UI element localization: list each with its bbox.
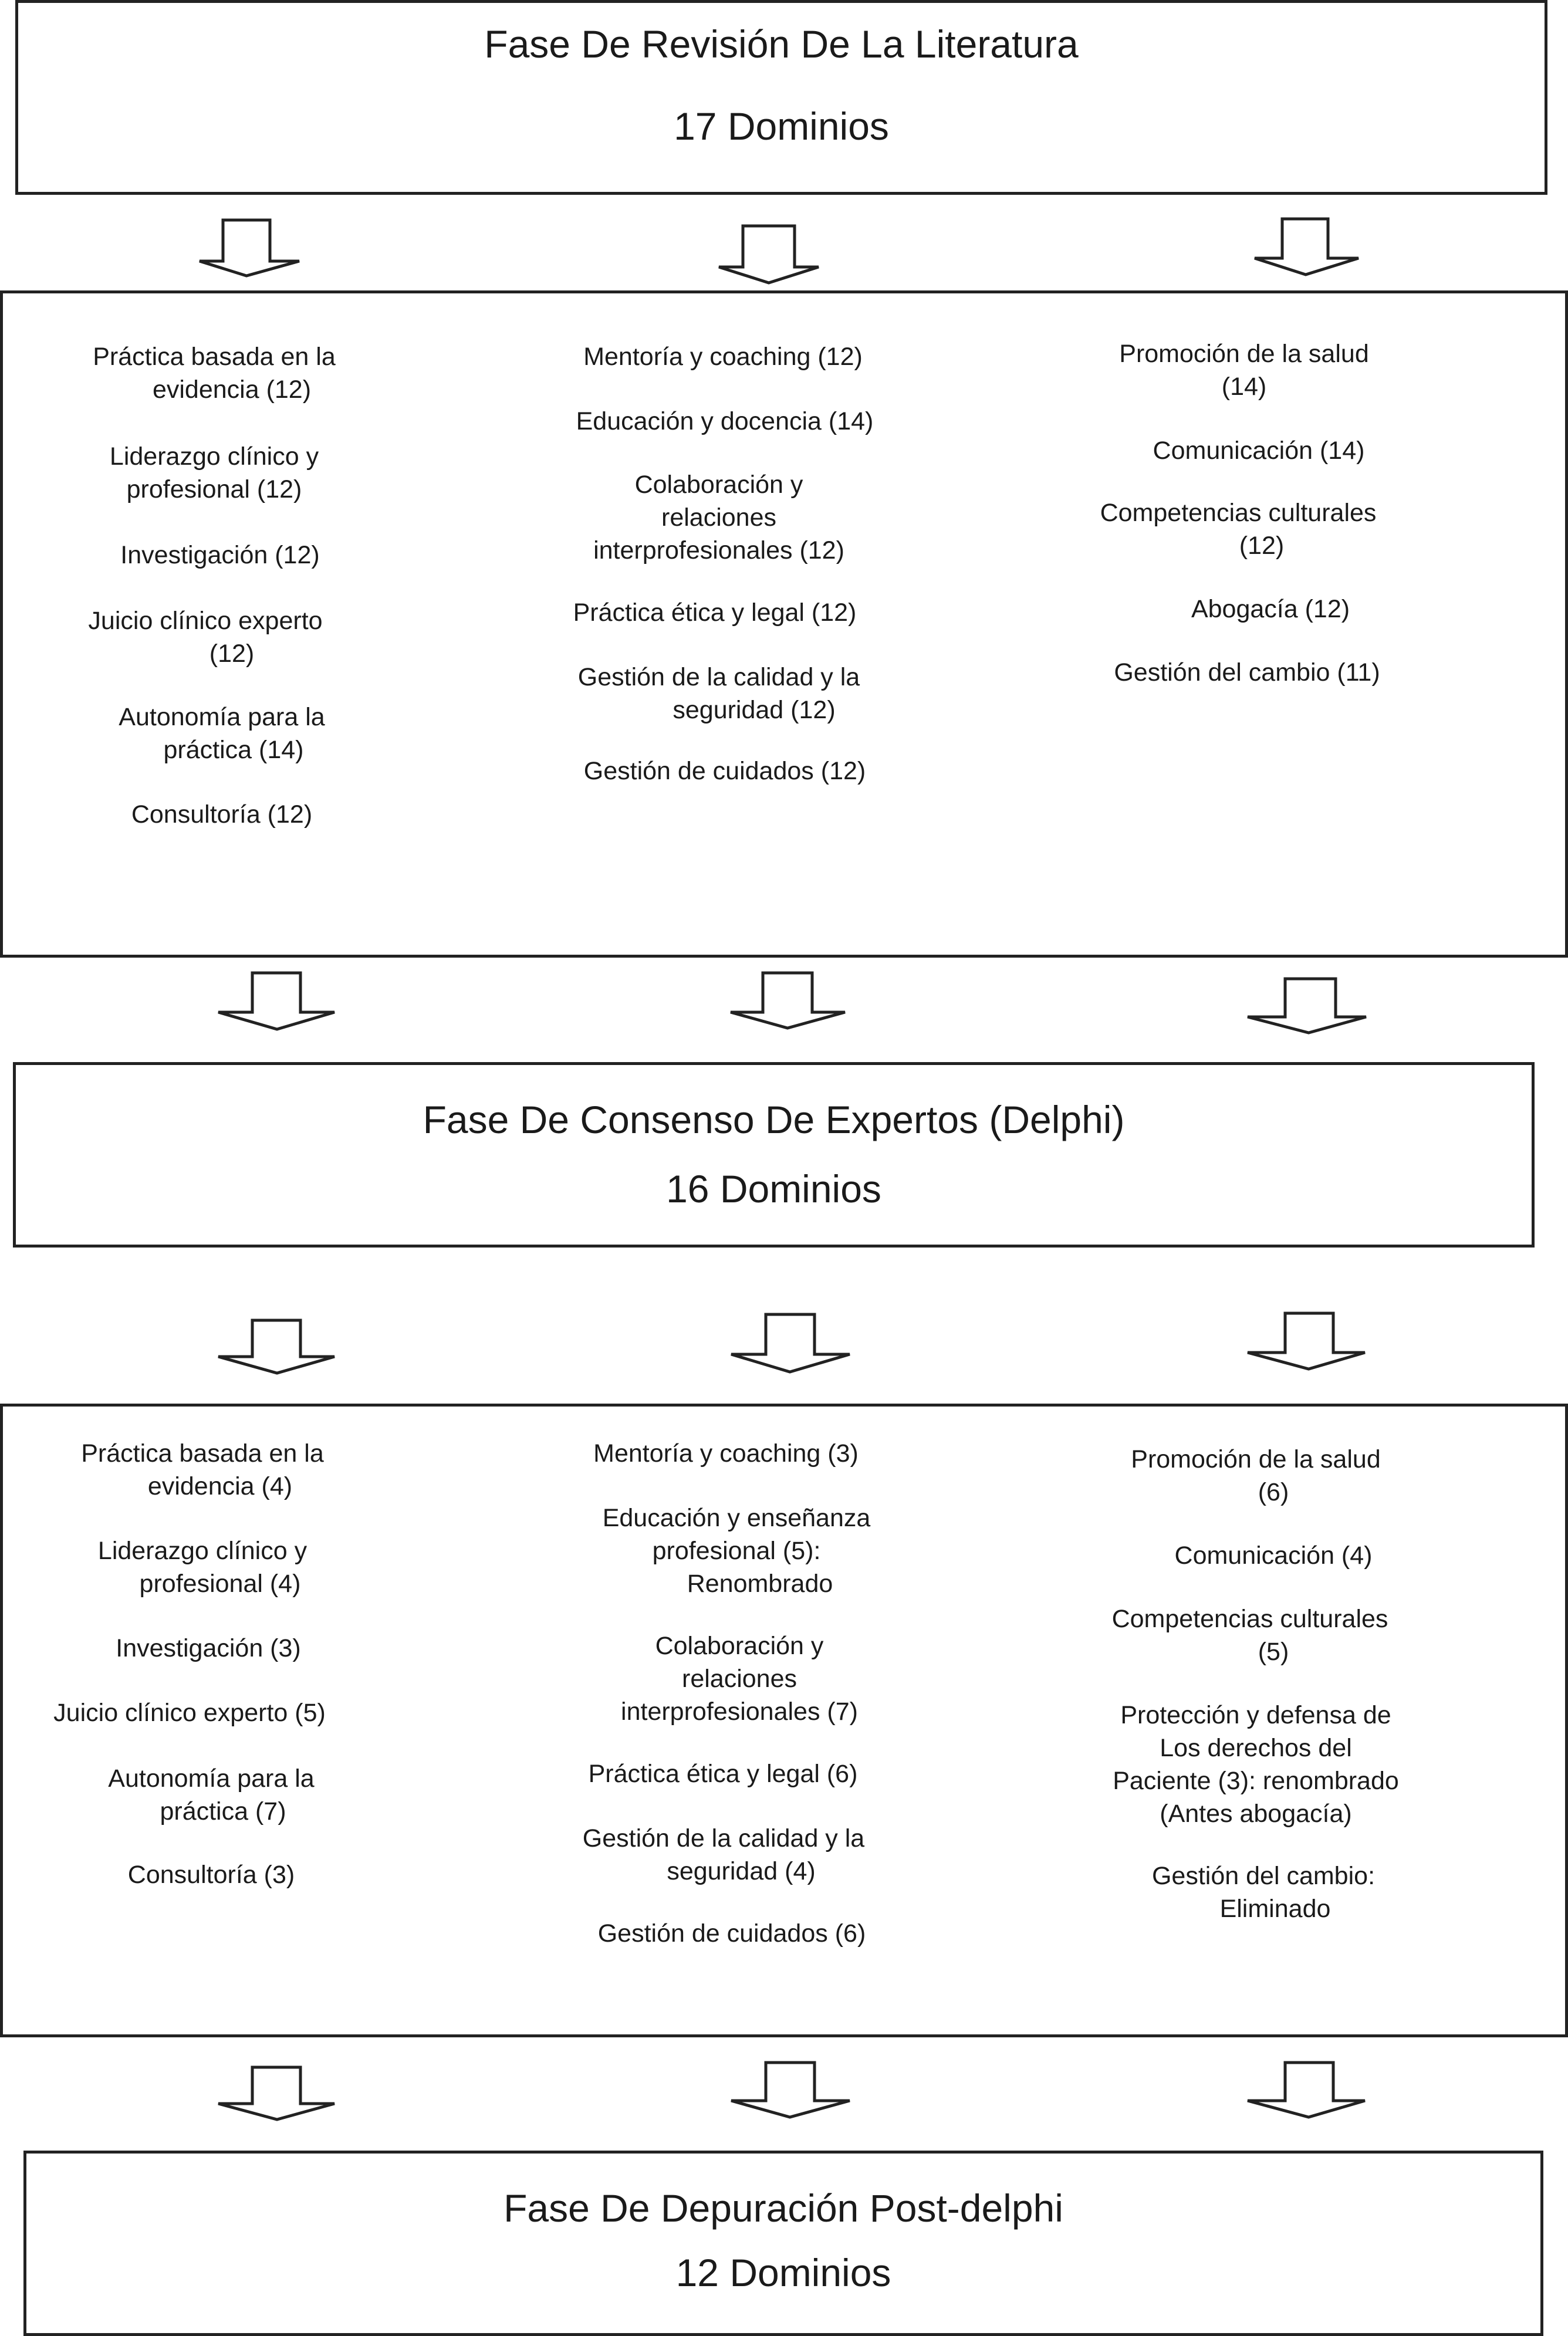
domain-item: Gestión del cambio: Eliminado — [1151, 1862, 1376, 1923]
domain-item: Mentoría y coaching (3) — [593, 1439, 859, 1468]
domain-item: Competencias culturales (12) — [1100, 499, 1377, 560]
down-arrow-icon — [1255, 219, 1359, 275]
domain-item: Comunicación (14) — [1153, 437, 1365, 465]
domain-item: Promoción de la salud (14) — [1119, 340, 1369, 401]
phase-title: Fase De Revisión De La Literatura — [484, 22, 1079, 66]
domain-item: Autonomía para la práctica (7) — [108, 1764, 315, 1825]
domain-item: Comunicación (4) — [1174, 1541, 1373, 1570]
down-arrow-icon — [200, 220, 299, 276]
domain-item: Colaboración y relaciones interprofesionales (7) — [621, 1632, 858, 1726]
domain-item: Gestión de cuidados (6) — [597, 1919, 866, 1948]
domain-item: Liderazgo clínico y profesional (4) — [97, 1537, 307, 1598]
domain-item: Investigación (3) — [116, 1634, 301, 1662]
domain-item: Consultoría (12) — [131, 800, 313, 829]
phase-title: Fase De Consenso De Expertos (Delphi) — [423, 1098, 1125, 1141]
domain-item: Promoción de la salud (6) — [1131, 1445, 1381, 1506]
phase-title: Fase De Depuración Post-delphi — [503, 2186, 1063, 2230]
domain-item: Gestión del cambio (11) — [1114, 658, 1380, 687]
domain-item: Práctica basada en la evidencia (12) — [93, 343, 336, 404]
domain-item: Competencias culturales (5) — [1111, 1605, 1388, 1666]
down-arrow-icon — [1248, 1313, 1365, 1369]
phase-domain-count: 17 Dominios — [674, 104, 889, 148]
domain-item: Mentoría y coaching (12) — [583, 343, 863, 371]
domain-item: Liderazgo clínico y profesional (12) — [109, 442, 319, 503]
domain-item: Educación y enseñanza profesional (5): Renombrado — [602, 1504, 871, 1598]
domain-item: Práctica ética y legal (12) — [573, 599, 857, 627]
down-arrow-icon — [731, 1314, 850, 1372]
domain-item: Gestión de la calidad y la seguridad (4) — [582, 1824, 865, 1885]
down-arrow-icon — [1248, 979, 1366, 1033]
domain-item: Educación y docencia (14) — [576, 407, 874, 435]
phase-domain-count: 12 Dominios — [675, 2251, 891, 2294]
domain-item: Colaboración y relaciones interprofesionales (12) — [593, 471, 844, 564]
down-arrow-icon — [1248, 2063, 1365, 2117]
domain-item: Juicio clínico experto (12) — [88, 607, 323, 668]
domain-item: Gestión de la calidad y la seguridad (12) — [577, 663, 860, 724]
domain-item: Gestión de cuidados (12) — [583, 757, 866, 785]
down-arrow-icon — [731, 973, 845, 1028]
down-arrow-icon — [719, 226, 819, 283]
down-arrow-icon — [218, 1320, 334, 1373]
domain-item: Juicio clínico experto (5) — [53, 1699, 326, 1727]
domain-item: Abogacía (12) — [1191, 595, 1350, 623]
domain-item: Investigación (12) — [120, 541, 320, 569]
domain-item: Consultoría (3) — [127, 1861, 295, 1889]
down-arrow-icon — [218, 2067, 334, 2119]
down-arrow-icon — [731, 2063, 850, 2117]
domain-item: Práctica basada en la evidencia (4) — [81, 1439, 324, 1500]
phase-domain-count: 16 Dominios — [666, 1167, 881, 1211]
domain-item: Autonomía para la práctica (14) — [119, 703, 325, 764]
domain-item: Práctica ética y legal (6) — [588, 1760, 858, 1788]
domain-item: Protección y defensa de Los derechos del Paciente (3): renombrado (Antes abogacía) — [1113, 1701, 1399, 1828]
down-arrow-icon — [218, 973, 334, 1029]
